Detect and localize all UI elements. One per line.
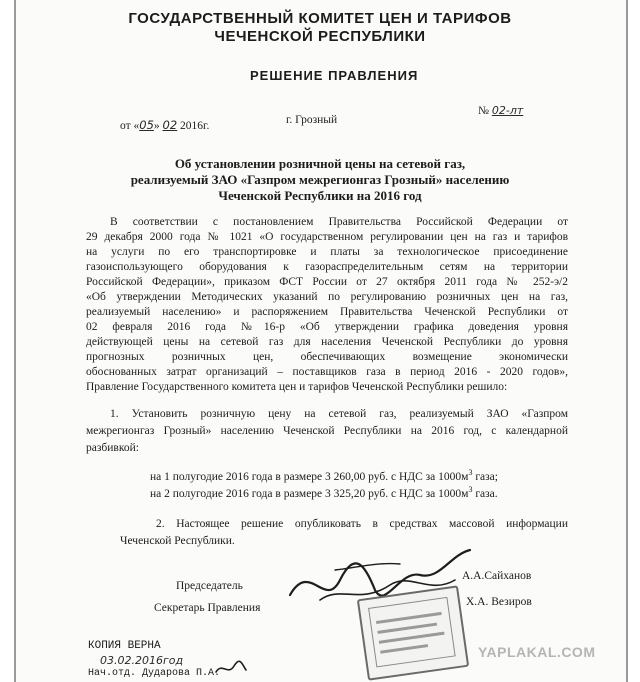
number-label: №	[478, 105, 489, 117]
preamble-line: реализуемый населению» и распоряжением Правительства Чеченской Республики от	[86, 306, 568, 318]
item2-line: Чеченской Республики.	[120, 535, 235, 547]
secretary-name: Х.А. Везиров	[466, 596, 532, 608]
subject-line-1: Об установлении розничной цены на сетевой газ,	[174, 156, 466, 171]
date-year: 2016г.	[180, 120, 210, 132]
price-first-half-sup: 3	[468, 468, 473, 477]
number-value: 02-лт	[491, 104, 524, 117]
item1-line: 1. Установить розничную цену на сетевой газ, реализуемый ЗАО «Газпром	[110, 408, 568, 420]
copy-note-line-1: КОПИЯ ВЕРНА	[88, 640, 161, 652]
date-month: 02	[162, 118, 178, 132]
preamble-line: газоиспользующего оборудования к газораспределительным сетям на территории	[86, 261, 568, 273]
subject-line-3: Чеченской Республики на 2016 год	[218, 188, 422, 203]
date-prefix: от «	[120, 120, 140, 132]
preamble-line: обоснованных затрат организаций – поставщиков газа в период 2016 - 2020 годов»,	[86, 366, 568, 378]
copy-note-line-2: 03.02.2016год	[100, 654, 184, 667]
chair-name: А.А.Сайханов	[462, 570, 532, 582]
date-line	[120, 118, 209, 132]
header-line-2: ЧЕЧЕНСКОЙ РЕСПУБЛИКИ	[214, 28, 426, 45]
price-second-half-text: на 2 полугодие 2016 года в размере 3 325,20 руб. с НДС за 1000м	[150, 487, 469, 500]
price-second-half	[150, 485, 498, 500]
header-line-1: ГОСУДАРСТВЕННЫЙ КОМИТЕТ ЦЕН И ТАРИФОВ	[128, 10, 512, 27]
preamble-line: В соответствии с постановлением Правительства Российской Федерации от	[110, 216, 568, 228]
price-second-half-sup: 3	[468, 485, 473, 494]
item1-line: межрегионгаз Грозный» населению Чеченской Республики на 2016 год, с календарной	[86, 425, 568, 437]
watermark: YAPLAKAL.COM	[478, 644, 596, 660]
price-second-half-tail: газа.	[472, 487, 498, 500]
item2-line: 2. Настоящее решение опубликовать в средствах массовой информации	[156, 518, 568, 530]
decision-number	[478, 104, 523, 117]
decision-title: РЕШЕНИЕ ПРАВЛЕНИЯ	[250, 68, 419, 83]
date-day: 05	[139, 118, 154, 132]
preamble-line: на услуги по его транспортировке и платы за технологическое присоединение	[86, 246, 568, 258]
preamble-line: 29 декабря 2000 года № 1021 «О государственном регулировании цен на газ и тарифов	[86, 231, 568, 243]
official-seal	[357, 585, 469, 680]
price-first-half-tail: газа;	[472, 470, 498, 483]
chair-label: Председатель	[176, 580, 243, 592]
preamble-line: действующей цены на сетевой газ для населения Чеченской Республики до уровня	[86, 336, 568, 348]
subject-line-2: реализуемый ЗАО «Газпром межрегионгаз Грозный» населению	[130, 172, 510, 187]
copy-note-line-3: Нач.отд. Дударова П.А.	[88, 668, 221, 679]
secretary-label: Секретарь Правления	[154, 602, 261, 614]
scan-border-left	[14, 0, 16, 682]
copy-signature-image	[214, 660, 248, 678]
preamble-line: «Об утверждении Методических указаний по регулированию розничных цен на газ,	[86, 291, 568, 303]
item1-line: разбивкой:	[86, 442, 139, 454]
scan-border-right	[626, 0, 628, 682]
city: г. Грозный	[286, 114, 338, 126]
price-first-half-text: на 1 полугодие 2016 года в размере 3 260,00 руб. с НДС за 1000м	[150, 470, 469, 483]
preamble-line: Российской Федерации», приказом ФСТ России от 27 октября 2011 года № 252-э/2	[86, 276, 568, 288]
preamble-line: 02 февраля 2016 года №16-р «Об утверждении графика доведения уровня	[86, 321, 568, 333]
date-mid: »	[153, 120, 160, 132]
preamble-line: Правление Государственного комитета цен и тарифов Чеченской Республики решило:	[86, 381, 508, 393]
preamble-line: прогнозных розничных цен, обеспечивающих возмещение экономически	[86, 351, 568, 363]
price-first-half	[150, 468, 498, 483]
